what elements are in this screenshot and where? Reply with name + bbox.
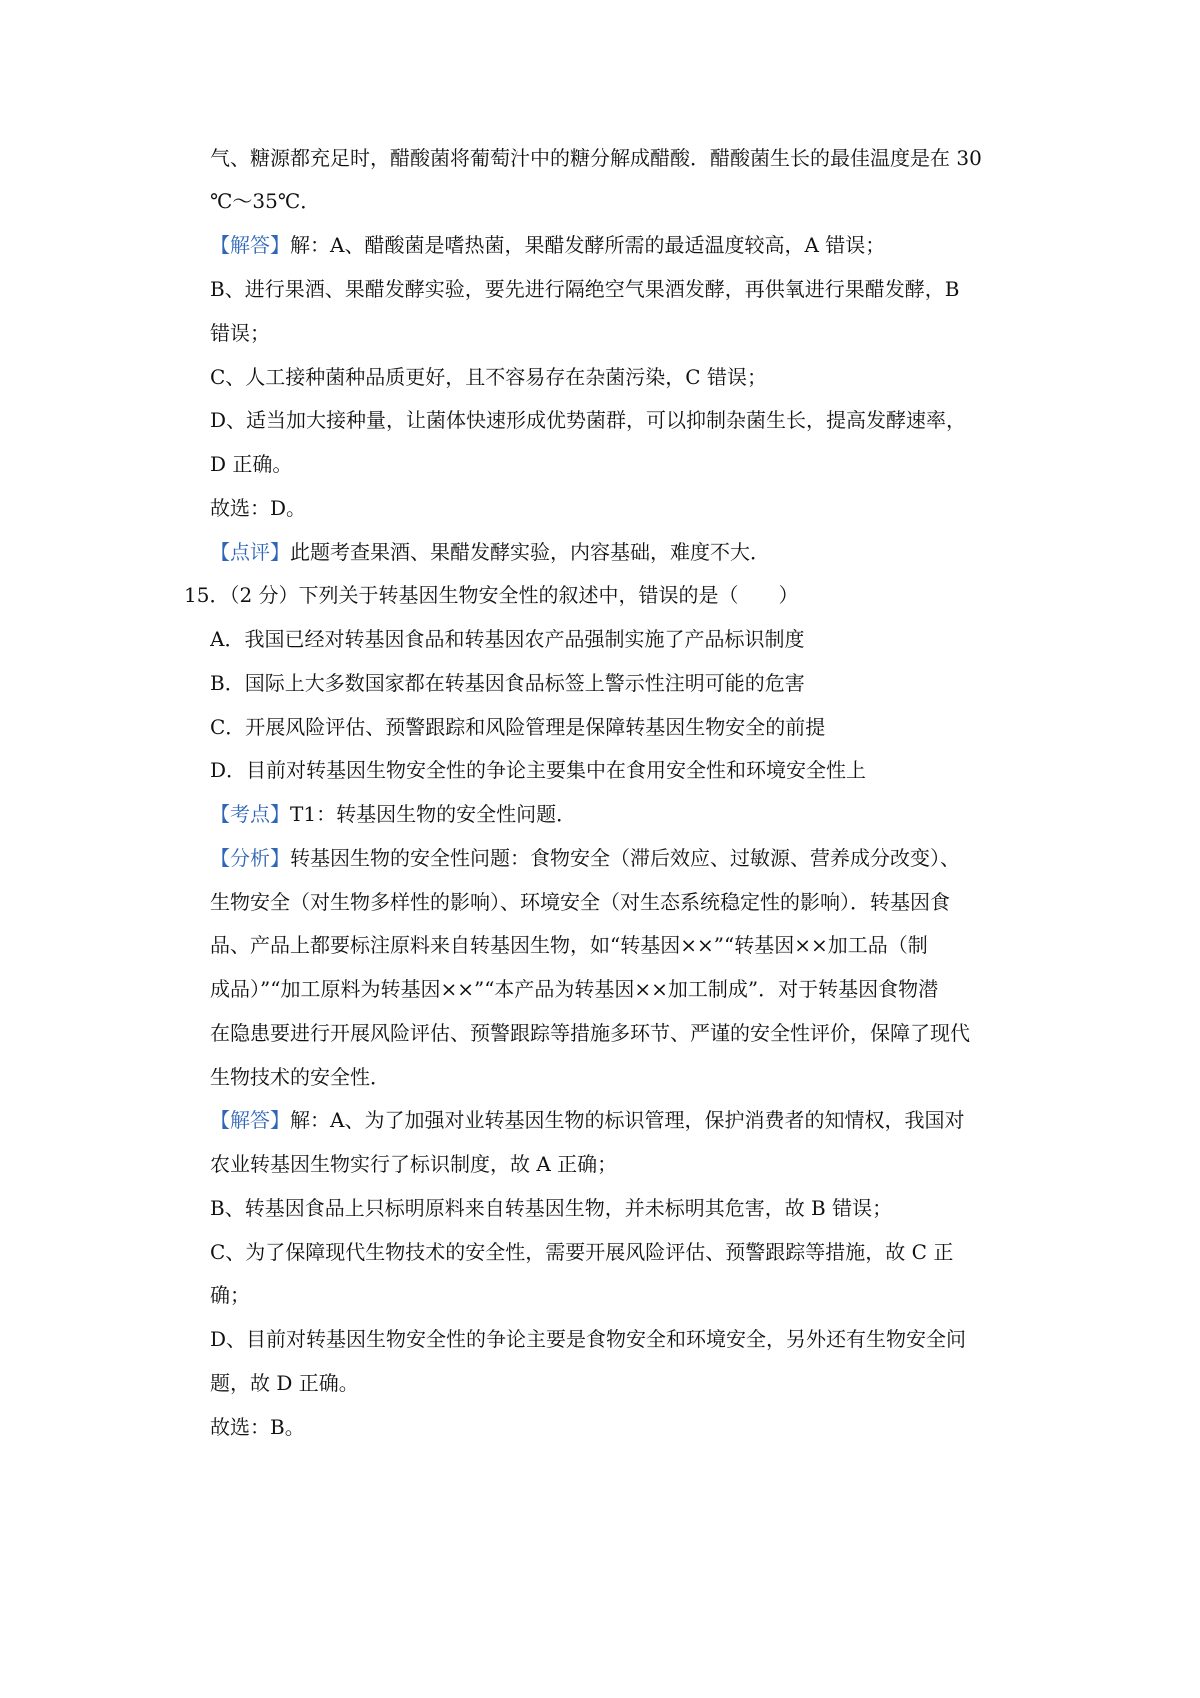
- question-15-option-c: C．开展风险评估、预警跟踪和风险管理是保障转基因生物安全的前提: [210, 715, 826, 739]
- comment-text: 此题考查果酒、果醋发酵实验，内容基础，难度不大．: [290, 540, 770, 564]
- answer-15-line-8: 故选：B。: [210, 1415, 305, 1439]
- analysis-15-line-1: [210, 844, 1025, 872]
- answer-tag: 【解答】: [210, 233, 290, 257]
- analysis-15-line-3: 品、产品上都要标注原料来自转基因生物，如“转基因××”“转基因××加工品（制: [210, 933, 928, 957]
- answer-14-line-4: C、人工接种菌种品质更好，且不容易存在杂菌污染，C 错误；: [210, 365, 767, 389]
- answer-14-line-5: D、适当加大接种量，让菌体快速形成优势菌群，可以抑制杂菌生长，提高发酵速率，: [210, 408, 967, 432]
- kaodian-tag: 【考点】: [210, 802, 290, 826]
- comment-14: [210, 538, 1025, 566]
- question-15-stem: 15．（2 分）下列关于转基因生物安全性的叙述中，错误的是（ ）: [184, 583, 799, 607]
- kaodian-text: T1：转基因生物的安全性问题．: [290, 802, 577, 826]
- analysis-14-line-1: 气、糖源都充足时，醋酸菌将葡萄汁中的糖分解成醋酸．醋酸菌生长的最佳温度是在 30: [210, 146, 982, 170]
- answer-14-line-7: 故选：D。: [210, 496, 307, 520]
- answer-15-line-5: 确；: [210, 1283, 250, 1307]
- answer-15-line-4: C、为了保障现代生物技术的安全性，需要开展风险评估、预警跟踪等措施，故 C 正: [210, 1240, 954, 1264]
- answer-15-line-2: 农业转基因生物实行了标识制度，故 A 正确；: [210, 1152, 618, 1176]
- question-15-option-a: A．我国已经对转基因食品和转基因农产品强制实施了产品标识制度: [210, 627, 805, 651]
- analysis-15-line-5: 在隐患要进行开展风险评估、预警跟踪等措施多环节、严谨的安全性评价，保障了现代: [210, 1021, 970, 1045]
- analysis-text: 转基因生物的安全性问题：食物安全（滞后效应、过敏源、营养成分改变）、: [290, 846, 960, 870]
- comment-tag: 【点评】: [210, 540, 290, 564]
- answer-14-line-2: B、进行果酒、果醋发酵实验，要先进行隔绝空气果酒发酵，再供氧进行果醋发酵，B: [210, 277, 960, 301]
- answer-15-line-7: 题，故 D 正确。: [210, 1371, 359, 1395]
- answer-15-line-6: D、目前对转基因生物安全性的争论主要是食物安全和环境安全，另外还有生物安全问: [210, 1327, 967, 1351]
- answer-tag: 【解答】: [210, 1108, 290, 1132]
- answer-14-line-6: D 正确。: [210, 452, 293, 476]
- analysis-tag: 【分析】: [210, 846, 290, 870]
- analysis-15-line-6: 生物技术的安全性．: [210, 1065, 390, 1089]
- analysis-15-line-2: 生物安全（对生物多样性的影响）、环境安全（对生态系统稳定性的影响）．转基因食: [210, 890, 950, 914]
- question-15-option-d: D．目前对转基因生物安全性的争论主要集中在食用安全性和环境安全性上: [210, 758, 867, 782]
- answer-14-line-1: [210, 231, 1025, 259]
- kaodian-15: [210, 800, 1025, 828]
- analysis-14-line-2: ℃～35℃．: [210, 189, 321, 213]
- answer-15-line-1: [210, 1106, 1025, 1134]
- answer-text: 解：A、为了加强对业转基因生物的标识管理，保护消费者的知情权，我国对: [290, 1108, 965, 1132]
- answer-text: 解：A、醋酸菌是嗜热菌，果醋发酵所需的最适温度较高，A 错误；: [290, 233, 886, 257]
- question-15-option-b: B．国际上大多数国家都在转基因食品标签上警示性注明可能的危害: [210, 671, 805, 695]
- answer-14-line-3: 错误；: [210, 321, 270, 345]
- answer-15-line-3: B、转基因食品上只标明原料来自转基因生物，并未标明其危害，故 B 错误；: [210, 1196, 893, 1220]
- analysis-15-line-4: 成品）”“加工原料为转基因××”“本产品为转基因××加工制成”．对于转基因食物潜: [210, 977, 939, 1001]
